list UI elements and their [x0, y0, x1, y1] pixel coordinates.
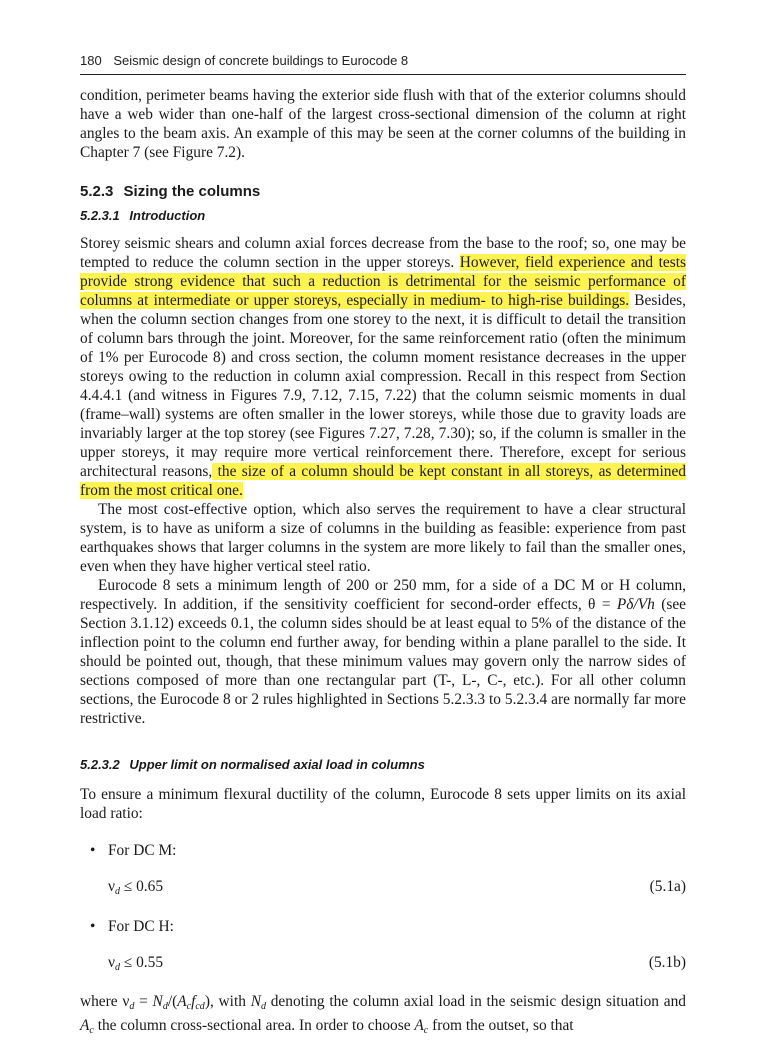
text-run: Storey seismic shears and column axial forces decrease from the base to the roof; so, one may be tempted to reduce the column section in the upper storeys.: [80, 235, 686, 271]
text-run: (see Section 3.1.12) exceeds 0.1, the column sides should be at least equal to 5% of the distance of the inflection point to the column end further away, for bending within a plane parallel to the side. It should be pointed out, though, that these minimum values may govern only the narrow sides of sections composed of more than one rectangular part (T-, L-, C-, etc.). For all other column sections, the Eurocode 8 or 2 rules highlighted in Sections 5.2.3.3 to 5.2.3.4 are normally far more restrictive.: [80, 596, 687, 727]
text-run: /(: [167, 993, 178, 1010]
variable: A: [80, 1017, 90, 1034]
equation-symbol: ν: [108, 878, 115, 895]
running-header: [80, 52, 686, 75]
subsection-heading-introduction: [80, 207, 686, 224]
equation-subscript: d: [114, 962, 120, 973]
equation-number: (5.1a): [649, 878, 686, 895]
section-title: Sizing the columns: [123, 183, 261, 200]
subscript: d: [260, 1001, 266, 1012]
text-run: ), with: [204, 993, 251, 1010]
equation-body: ≤ 0.55: [119, 954, 164, 971]
subsection-title: Upper limit on normalised axial load in columns: [129, 757, 425, 772]
text-run: denoting the column axial load in the seismic design situation and: [265, 993, 686, 1010]
equation: [108, 877, 163, 901]
variable: A: [177, 993, 187, 1010]
theta-expression: Pδ/Vh: [616, 596, 655, 613]
bullet-item: [80, 917, 686, 936]
text-run: from the outset, so that: [428, 1017, 574, 1034]
paragraph-introduction: [80, 234, 686, 500]
bullet-dot: •: [90, 842, 96, 859]
equation-row: [80, 953, 686, 977]
text-run: the column cross-sectional area. In order to choose: [93, 1017, 415, 1034]
subsection-number: 5.2.3.1: [80, 208, 120, 223]
equation-row: [80, 877, 686, 901]
bullet-label: For DC H:: [108, 918, 174, 935]
variable: N: [152, 993, 163, 1010]
variable: A: [414, 1017, 424, 1034]
bullet-dot: •: [90, 918, 96, 935]
variable: N: [250, 993, 261, 1010]
text-run: Besides, when the column section changes from one storey to the next, it is difficult to detail the transition of column bars through the joint. Moreover, for the same reinforcement ratio (often the minimum of 1% per Eurocode 8) and cross section, the column moment resistance decreases in the upper storeys owing to the reduction in column axial compression. Recall in this respect from Section 4.4.4.1 (and witness in Figures 7.9, 7.12, 7.15, 7.22) that the column seismic moments in dual (frame–wall) systems are often smaller in the lower storeys, while those due to gravity loads are invariably larger at the top storey (see Figures 7.27, 7.28, 7.30); so, if the column is smaller in the upper storeys, it may require more vertical reinforcement there. Therefore, except for serious architectural reasons,: [80, 292, 686, 480]
subscript: d: [162, 1001, 168, 1012]
section-number: 5.2.3: [80, 183, 114, 200]
subscript: d: [129, 1001, 135, 1012]
equation-subscript: d: [114, 886, 120, 897]
text-run: Eurocode 8 sets a minimum length of 200 or 250 mm, for a side of a DC M or H column, respectively. In addition, if the sensitivity coefficient for second-order effects, θ =: [80, 577, 686, 613]
equation-body: ≤ 0.65: [119, 878, 164, 895]
subscript: c: [89, 1025, 94, 1036]
bullet-item: [80, 841, 686, 860]
running-title: Seismic design of concrete buildings to Eurocode 8: [113, 53, 409, 68]
body-text: [80, 86, 686, 1040]
equation-number: (5.1b): [648, 954, 686, 971]
paragraph-where: [80, 992, 686, 1040]
intro-paragraph: condition, perimeter beams having the exterior side flush with that of the exterior columns should have a web wider than one-half of the largest cross-sectional dimension of the column at right angles to the beam axis. An example of this may be seen at the corner columns of the building in Chapter 7 (see Figure 7.2).: [80, 87, 686, 161]
equation: [108, 953, 163, 977]
subscript: c: [423, 1025, 429, 1036]
equation-symbol: ν: [108, 954, 115, 971]
text-run: where ν: [80, 993, 130, 1010]
page-number: 180: [80, 53, 102, 68]
paragraph-upper-limits: To ensure a minimum flexural ductility of the column, Eurocode 8 sets upper limits on its axial load ratio:: [80, 786, 686, 822]
paragraph-eurocode-minimum: [80, 576, 686, 728]
section-heading: [80, 182, 686, 201]
subsection-number: 5.2.3.2: [80, 757, 120, 772]
subscript: c: [186, 1001, 192, 1012]
bullet-label: For DC M:: [108, 842, 177, 859]
paragraph-cost-effective: The most cost-effective option, which also serves the requirement to have a clear structural system, is to have as uniform a size of columns in the building as feasible: experience from past earthquakes shows that larger columns in the system are more likely to fail than the smaller ones, even when they have higher vertical steel ratio.: [80, 501, 686, 575]
subsection-heading-axial-load: [80, 756, 686, 773]
highlighted-text: the size of a column should be kept constant in all storeys, as determined from the most critical one.: [80, 463, 686, 499]
subscript: cd: [195, 1001, 205, 1012]
highlighted-text: However, field experience and tests provide strong evidence that such a reduction is detrimental for the seismic performance of columns at intermediate or upper storeys, especially in medium- to high-rise buildings.: [80, 254, 686, 309]
variable: f: [191, 993, 196, 1010]
subsection-title: Introduction: [129, 208, 206, 223]
book-page: [80, 0, 687, 1036]
text-run: =: [134, 993, 153, 1010]
